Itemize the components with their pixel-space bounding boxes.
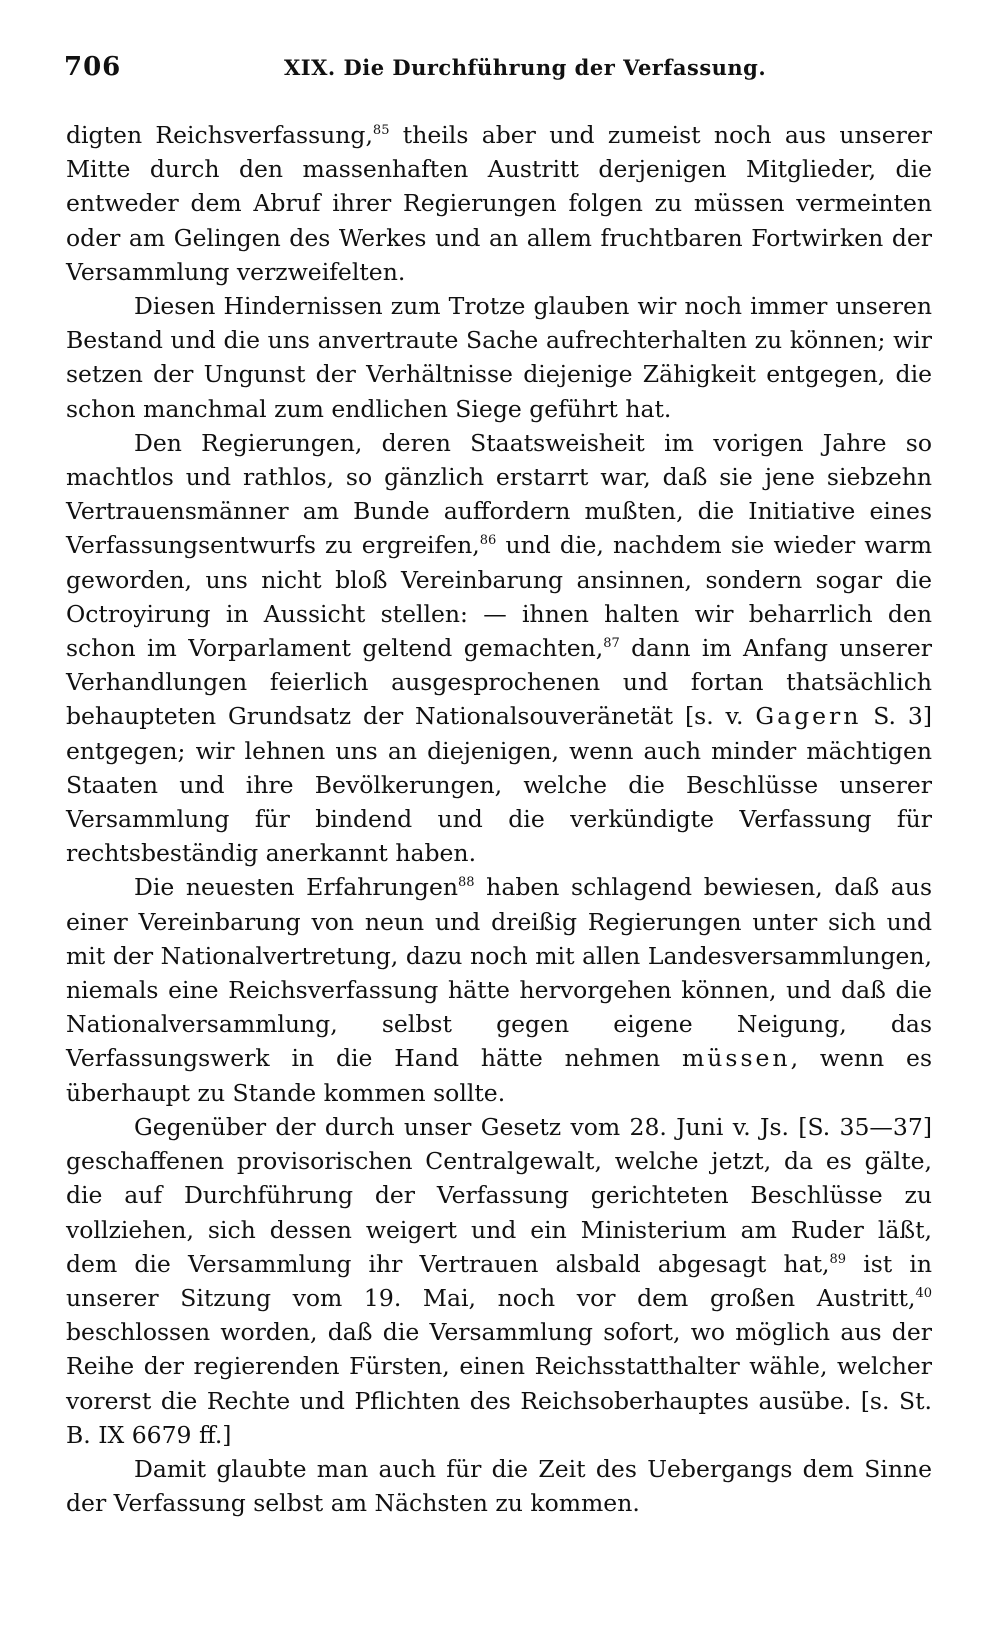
spaced-name-gagern: Gagern xyxy=(755,702,862,731)
footnote-ref-85: 85 xyxy=(372,123,390,138)
body-text xyxy=(66,118,932,1520)
text-segment: Die neuesten Erfahrungen xyxy=(134,873,458,902)
page-number: 706 xyxy=(64,52,122,82)
text-segment: Gegenüber der durch unser Gesetz vom 28. Juni v. Js. [S. 35—37] geschaffenen provisorischen Centralgewalt, welche jetzt, da es gälte, die auf Durchführung der Verfassung gerichteten Beschlüsse zu vollziehen, sich dessen weigert und ein Ministerium am Ruder läßt, dem die Versammlung ihr Vertrauen alsbald abgesagt hat, xyxy=(66,1112,932,1278)
paragraph-4 xyxy=(66,870,932,1109)
text-segment: theils aber und zumeist noch aus unserer Mitte durch den massenhaften Austritt derjenigen Mitglieder, die entweder dem Abruf ihrer Regierungen folgen zu müssen vermeinten oder am Gelingen des Werkes und an allem fruchtbaren Fortwirken der Versammlung verzweifelten. xyxy=(66,121,932,286)
text-segment: Damit glaubte man auch für die Zeit des Uebergangs dem Sinne der Verfassung selbst am Nächsten zu kommen. xyxy=(66,1454,932,1518)
paragraph-3 xyxy=(66,426,932,871)
paragraph-1 xyxy=(66,118,932,289)
text-segment: und die, nachdem sie wieder warm geworden, uns nicht bloß Vereinbarung ansinnen, sondern sogar die Octroyirung in Aussicht stellen: — ihnen halten wir beharrlich den schon im Vorparlament geltend gemachten, xyxy=(66,531,933,663)
footnote-ref-89: 89 xyxy=(829,1251,847,1267)
running-title: XIX. Die Durchführung der Verfassung. xyxy=(284,55,767,80)
paragraph-6 xyxy=(66,1452,932,1520)
text-segment: Diesen Hindernissen zum Trotze glauben wir noch immer unseren Bestand und die uns anvertraute Sache aufrechterhalten zu können; wir setzen der Ungunst der Verhältnisse diejenige Zähigkeit entgegen, die schon manchmal zum endlichen Siege geführt hat. xyxy=(66,292,932,423)
footnote-ref-86: 86 xyxy=(479,533,497,549)
paragraph-2 xyxy=(66,289,932,426)
spaced-word-muessen: müssen xyxy=(681,1044,791,1073)
text-segment: dann im Anfang unserer Verhandlungen feierlich ausgesprochenen und fortan thatsächlich behaupteten Grundsatz der Nationalsouveränetät [s. v. xyxy=(66,634,932,731)
text-segment: haben schlagend bewiesen, daß aus einer Vereinbarung von neun und dreißig Regierungen unter sich und mit der Nationalvertretung, dazu noch mit allen Landesversammlungen, niemals eine Reichsverfassung hätte hervorgehen können, und daß die Nationalversammlung, selbst gegen eigene Neigung, das Verfassungswerk in die Hand hätte nehmen xyxy=(66,873,933,1073)
paragraph-5 xyxy=(66,1110,932,1452)
text-segment: digten Reichsverfassung, xyxy=(66,121,373,149)
text-segment: ist in unserer Sitzung vom 19. Mai, noch vor dem großen Austritt, xyxy=(66,1249,932,1312)
running-head xyxy=(64,52,936,92)
text-segment: , wenn es überhaupt zu Stande kommen sollte. xyxy=(66,1044,933,1107)
text-segment: beschlossen worden, daß die Versammlung sofort, wo möglich aus der Reihe der regierenden Fürsten, einen Reichsstatthalter wähle, welcher vorerst die Rechte und Pflichten des Reichsoberhauptes ausübe. [s. St. B. IX 6679 ff.] xyxy=(66,1318,932,1449)
footnote-ref-40: 40 xyxy=(915,1285,932,1301)
text-segment: Den Regierungen, deren Staatsweisheit im vorigen Jahre so machtlos und rathlos, so gänzlich erstarrt war, daß sie jene siebzehn Vertrauensmänner am Bunde auffordern mußten, die Initiative eines Verfassungsentwurfs zu ergreifen, xyxy=(66,428,932,560)
footnote-ref-87: 87 xyxy=(603,636,620,652)
footnote-ref-88: 88 xyxy=(458,875,475,891)
text-segment: S. 3] entgegen; wir lehnen uns an diejenigen, wenn auch minder mächtigen Staaten und ihre Bevölkerungen, welche die Beschlüsse unserer Versammlung für bindend und die verkündigte Verfassung für rechtsbeständig anerkannt haben. xyxy=(66,702,932,868)
